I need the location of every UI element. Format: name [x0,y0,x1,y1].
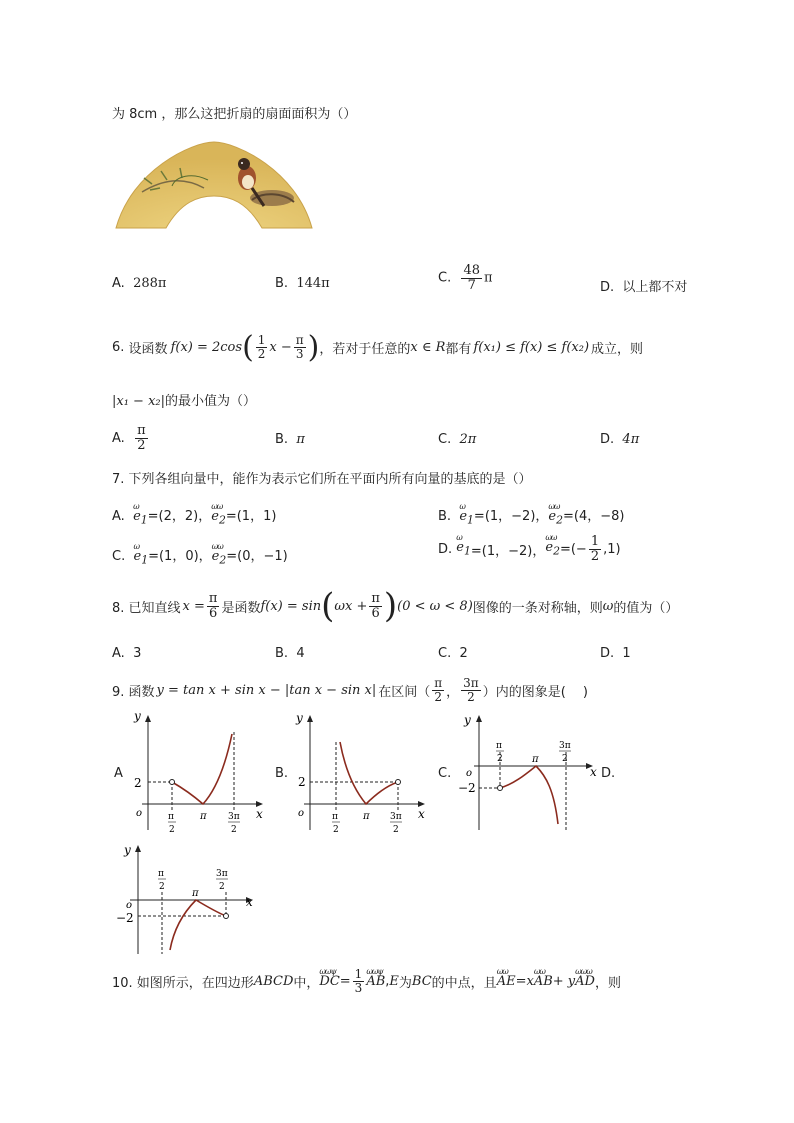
tick-pi-half-num: π [496,741,502,751]
q5-option-a [112,276,166,291]
tick-pi-half-den: 2 [159,882,165,892]
y-label: y [134,712,141,723]
tick-pi: π [192,888,199,899]
folding-fan-image [112,140,316,232]
y-label: y [296,712,303,725]
stem-text: , [385,973,390,989]
fraction-numerator: π [208,590,218,606]
tick-pi-half-den: 2 [333,825,339,835]
vector-ab-2: ωω AB [533,966,553,989]
vector-value: =(1，−2)， [470,543,546,559]
equals-sign: = [339,973,351,989]
stem-text: 中， [293,975,320,991]
range-expression: (0 < ω < 8) [397,598,473,614]
vector-ad: ωωω AD [575,966,595,989]
vector-value: =(− [559,541,587,557]
q6-option-c [438,432,476,447]
option-label: D. [600,280,615,295]
separator: ， [446,684,460,700]
vector-value: =(4，−8) [563,509,625,524]
coefficient-y: + y [552,973,576,989]
tick-3pi-half-den: 2 [393,825,399,835]
fraction-denominator: 2 [434,689,443,704]
option-text: 288π [133,276,167,291]
origin-label: o [136,808,143,819]
q8-option-d [600,646,631,661]
stem-text: 的最小值为（） [165,394,257,409]
stem-text: 9. 函数 [112,684,155,700]
option-text: 2 [459,646,468,661]
graph-d [112,842,262,958]
tick-pi: π [200,811,207,822]
vector-value: =(2，2)， [147,509,212,524]
vector-e2: ωω $e_2$ [211,542,227,567]
pi-symbol: π [484,270,493,286]
function-curve [172,734,232,804]
vector-e1: ω $e_1$ [133,502,148,527]
option-label: A. [112,276,125,291]
option-label: B. [275,646,289,661]
q10-stem [112,962,621,1000]
stem-text: 成立，则 [591,341,644,357]
fraction-numerator: π [434,675,443,690]
fraction-denominator: 3 [354,980,363,995]
q8-option-a [112,646,141,661]
function-expression: f(x) = sin [260,598,322,614]
function-expression: y = tan x + sin x − |tan x − sin x| [156,682,377,698]
stem-text: ，若对于任意的 [319,341,411,357]
abs-expression: |x₁ − x₂| [112,394,166,409]
option-label: D. [600,646,615,661]
tick-3pi-half-den: 2 [562,754,568,764]
omega-symbol: ω [602,598,614,614]
tick-pi-half-num: π [158,869,164,879]
stem-text: 是函数 [221,600,261,616]
option-label: C. [438,432,452,447]
tick-neg-2: −2 [458,781,476,795]
q5-option-c [438,264,493,292]
vector-value: =(1，1) [225,509,277,524]
fraction-denominator: 2 [590,548,600,564]
point-e: E [389,973,399,989]
graph-b [290,712,430,836]
fraction-denominator: 6 [209,605,218,621]
tick-3pi-half-den: 2 [231,825,237,835]
vector-e1: ω $e_1$ [459,502,474,527]
stem-text: 为 [398,975,412,991]
tick-pi: π [363,811,370,822]
option-label: D. [438,541,453,557]
option-text: 3 [133,646,142,661]
option-text: π [296,432,305,447]
fraction-numerator: 1 [257,332,266,347]
option-label: C. [112,549,126,564]
fraction-numerator: 48 [463,263,481,278]
q8-option-c [438,646,468,661]
option-text: 1 [622,646,631,661]
fraction-denominator: 2 [137,437,146,453]
q8-stem: 8. 已知直线 x = $\frac{\pi}{6}$ 是函数 f(x) = sin ( ωx + $\frac{\pi}{6}$ ) (0 < ω < 8) 图像的一条对称轴，则 ω 的值为（） [112,586,679,626]
option-label: B. [275,276,289,291]
vector-e1: ω $e_1$ [133,542,149,567]
stem-text: 的中点，且 [431,975,497,991]
q5-stem: 为 8cm ，那么这把折扇的扇面面积为（） [112,107,357,122]
stem-text: 都有 [445,341,472,357]
q6-stem-line2 [112,390,256,409]
stem-text: ，则 [594,975,621,991]
function-curve [170,900,226,950]
stem-text: 的值为（） [613,600,679,616]
q6-option-d [600,432,639,447]
stem-text: 10. 如图所示，在四边形 [112,975,254,991]
tick-3pi-half-num: 3π [559,741,571,751]
y-label: y [464,713,471,727]
fraction-denominator: 6 [371,605,380,621]
condition-expression: x ∈ R [410,339,446,355]
stem-text: ）内的图象是( ) [482,684,588,700]
y-label: y [124,843,131,857]
x-label: x [418,807,425,821]
segment-bc: BC [411,973,432,989]
q9-label-c: C. [438,766,452,781]
option-text: 2π [459,432,477,447]
graph-c [452,712,602,836]
option-label: C. [438,270,452,286]
q8-option-b [275,646,305,661]
fraction-numerator: π [137,423,146,438]
q5-option-b [275,276,330,291]
option-label: A. [112,430,125,446]
vector-e2: ωω $e_2$ [211,502,226,527]
inequality-expression: f(x₁) ≤ f(x) ≤ f(x₂) [473,339,590,355]
q9-label-a: A [114,766,123,781]
origin-label: o [466,768,473,779]
argument-expression: ωx + [334,598,368,614]
tick-3pi-half-den: 2 [219,882,225,892]
option-label: B. [438,509,452,524]
vector-ab: ωωψ AB [366,966,386,989]
function-curve [500,766,558,824]
coefficient-x: =x [515,973,534,989]
tick-2: 2 [134,776,142,790]
fraction-denominator: 2 [257,346,266,361]
q9-label-d: D. [601,766,616,781]
fraction-numerator: 1 [354,966,363,981]
q7-option-c [112,542,288,567]
option-label: A. [112,646,125,661]
stem-text: 8. 已知直线 [112,600,181,616]
tick-pi-half-num: π [168,812,174,822]
function-expression: f(x) = 2cos [170,339,243,355]
q9-stem [112,672,588,708]
fraction-numerator: 1 [590,534,600,549]
vector-e2: ωω $e_2$ [548,502,563,527]
x-label: x [256,807,263,821]
tick-pi: π [532,754,539,765]
vector-value: =(1，0)， [148,549,212,564]
q7-option-a [112,502,277,527]
tick-2: 2 [298,775,306,789]
stem-text: 设函数 [128,341,168,357]
tick-3pi-half-num: 3π [216,869,228,879]
q7-option-b [438,502,625,527]
option-label: A. [112,509,125,524]
quadrilateral-name: ABCD [253,973,294,989]
stem-text: 图像的一条对称轴，则 [472,600,603,616]
q7-option-d [438,535,621,563]
option-text: 4 [296,646,305,661]
tick-3pi-half-num: 3π [228,812,240,822]
q6-option-a [112,424,150,452]
tick-pi-half-den: 2 [169,825,175,835]
option-label: C. [438,646,452,661]
origin-label: o [126,900,133,911]
function-curve [340,742,398,804]
x-label: x [246,895,253,909]
tick-neg-2: −2 [116,911,134,925]
fraction-numerator: π [295,332,304,347]
vector-e2: ωω $e_2$ [545,533,560,558]
vector-dc: ωωψ DC [319,966,340,989]
option-text: 4π [622,432,640,447]
fraction-denominator: 3 [295,346,304,361]
tick-pi-half-num: π [332,812,338,822]
origin-label: o [298,808,305,819]
vector-value: ,1) [603,541,621,557]
line-expression: x = [182,598,205,614]
inner-expression: x − [269,339,292,355]
graph-a [128,712,268,836]
fraction-numerator: 3π [463,675,479,690]
tick-pi-half-den: 2 [497,754,503,764]
option-label: B. [275,432,289,447]
option-text: 以上都不对 [622,280,688,295]
question-number: 6. [112,339,125,355]
q7-stem: 7. 下列各组向量中，能作为表示它们所在平面内所有向量的基底的是（） [112,472,532,487]
q5-option-d [600,276,687,295]
vector-e1: ω $e_1$ [456,533,471,558]
option-label: D. [600,432,615,447]
vector-ae: ωω AE [496,966,516,989]
q6-option-b [275,432,305,447]
fraction-denominator: 7 [467,277,476,293]
vector-value: =(0，−1) [226,549,288,564]
fraction-numerator: π [371,590,380,606]
vector-value: =(1，−2)， [473,509,549,524]
fraction-denominator: 2 [467,689,475,704]
q9-label-b: B. [275,766,289,781]
q6-stem: 6. 设函数 f(x) = 2cos ( $\frac{1}{2}$ x − $\frac{\pi}{3}$ ) ，若对于任意的 x ∈ R 都有 f(x₁) ≤ f(x) ≤ f(x₂) 成立，则 [112,329,644,365]
option-text: 144π [296,276,330,291]
stem-text: 在区间（ [378,684,431,700]
x-label: x [590,765,597,779]
tick-3pi-half-num: 3π [390,812,402,822]
